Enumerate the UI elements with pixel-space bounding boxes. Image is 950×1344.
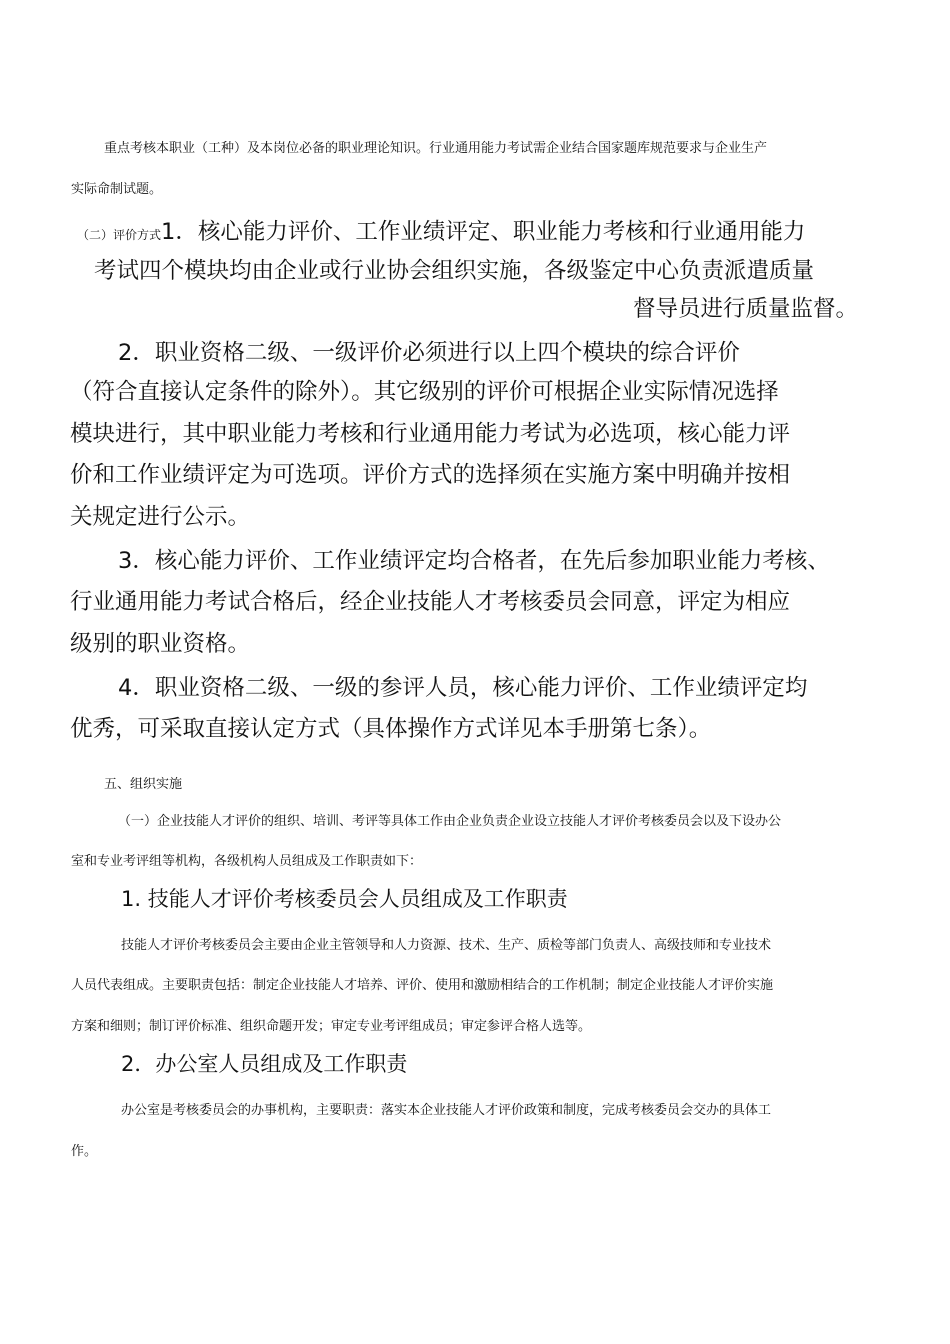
heading-office: 2．办公室人员组成及工作职责 — [121, 1052, 408, 1076]
committee-para-line-2: 人员代表组成。主要职责包括：制定企业技能人才培养、评价、使用和激励相结合的工作机制；制定企业技能人才评价实施 — [71, 978, 774, 993]
item-2-line-5: 关规定进行公示。 — [70, 504, 251, 530]
heading-committee: 1. 技能人才评价考核委员会人员组成及工作职责 — [121, 887, 568, 911]
committee-para-line-1: 技能人才评价考核委员会主要由企业主管领导和人力资源、技术、生产、质检等部门负责人、高级技师和专业技术 — [121, 938, 772, 953]
item-3-line-2: 行业通用能力考试合格后，经企业技能人才考核委员会同意，评定为相应 — [70, 589, 791, 615]
office-para-line-1: 办公室是考核委员会的办事机构，主要职责：落实本企业技能人才评价政策和制度，完成考核委员会交办的具体工 — [121, 1103, 772, 1118]
intro-line-2: 实际命制试题。 — [71, 182, 163, 197]
item-4-line-2: 优秀，可采取直接认定方式（具体操作方式详见本手册第七条）。 — [70, 716, 712, 742]
office-para-line-2: 作。 — [71, 1144, 98, 1159]
subsection-1-line-2: 室和专业考评组等机构，各级机构人员组成及工作职责如下： — [71, 854, 423, 869]
evaluation-method-line-1 — [77, 214, 805, 246]
committee-para-line-3: 方案和细则；制订评价标准、组织命题开发；审定专业考评组成员；审定参评合格人选等。 — [71, 1019, 592, 1034]
item-3-line-1: 3．核心能力评价、工作业绩评定均合格者，在先后参加职业能力考核、 — [118, 548, 830, 574]
item-2-line-3: 模块进行，其中职业能力考核和行业通用能力考试为必选项，核心能力评 — [70, 421, 791, 447]
item-3-line-3: 级别的职业资格。 — [70, 631, 251, 657]
item-2-line-2: （符合直接认定条件的除外）。其它级别的评价可根据企业实际情况选择 — [70, 379, 779, 405]
section-5-heading: 五、组织实施 — [104, 777, 183, 792]
intro-line-1: 重点考核本职业（工种）及本岗位必备的职业理论知识。行业通用能力考试需企业结合国家题库规范要求与企业生产 — [104, 141, 768, 156]
section-2-label: （二）评价方式 — [77, 228, 162, 242]
item-2-line-1: 2．职业资格二级、一级评价必须进行以上四个模块的综合评价 — [118, 340, 740, 366]
item-1-line-3: 督导员进行质量监督。 — [633, 296, 859, 322]
item-1-line-2: 考试四个模块均由企业或行业协会组织实施，各级鉴定中心负责派遣质量 — [94, 258, 815, 284]
item-4-line-1: 4．职业资格二级、一级的参评人员，核心能力评价、工作业绩评定均 — [118, 675, 808, 701]
item-1-line-1: 1．核心能力评价、工作业绩评定、职业能力考核和行业通用能力 — [161, 219, 806, 245]
subsection-1-line-1: （一）企业技能人才评价的组织、培训、考评等具体工作由企业负责企业设立技能人才评价考核委员会以及下设办公 — [118, 814, 782, 829]
item-2-line-4: 价和工作业绩评定为可选项。评价方式的选择须在实施方案中明确并按相 — [70, 462, 791, 488]
